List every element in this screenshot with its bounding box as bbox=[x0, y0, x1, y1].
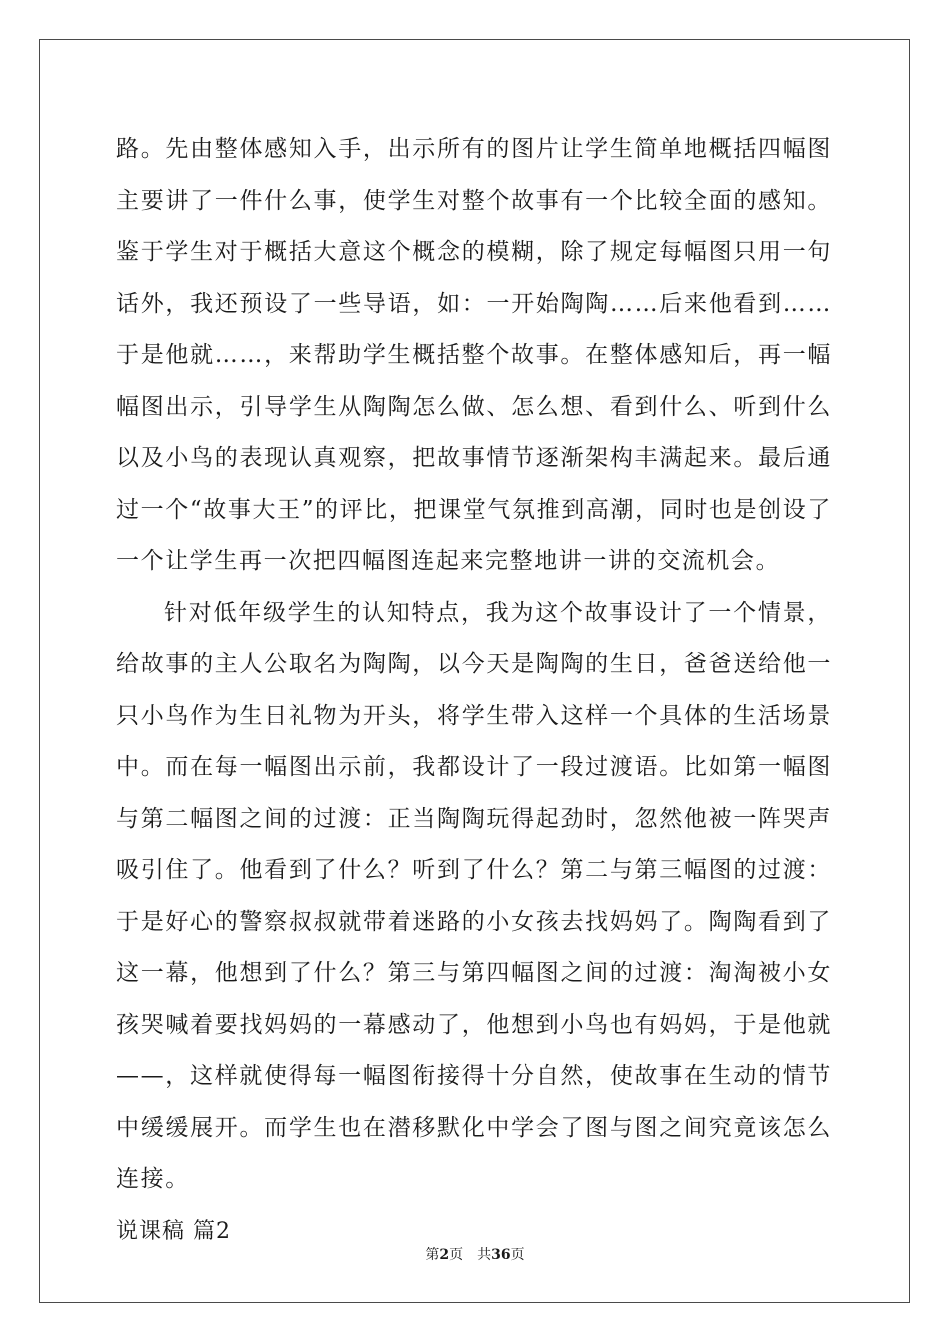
paragraph-1: 路。先由整体感知入手，出示所有的图片让学生简单地概括四幅图主要讲了一件什么事，使学生对整个故事有一个比较全面的感知。鉴于学生对于概括大意这个概念的模糊，除了规定每幅图只用一句话外，我还预设了一些导语，如：一开始陶陶……后来他看到……于是他就……，来帮助学生概括整个故事。在整体感知后，再一幅幅图出示，引导学生从陶陶怎么做、怎么想、看到什么、听到什么以及小鸟的表现认真观察，把故事情节逐渐架构丰满起来。最后通过一个“故事大王”的评比，把课堂气氛推到高潮，同时也是创设了一个让学生再一次把四幅图连起来完整地讲一讲的交流机会。 bbox=[116, 136, 832, 574]
paragraph-2: 针对低年级学生的认知特点，我为这个故事设计了一个情景，给故事的主人公取名为陶陶，以今天是陶陶的生日，爸爸送给他一只小鸟作为生日礼物为开头，将学生带入这样一个具体的生活场景中。而在每一幅图出示前，我都设计了一段过渡语。比如第一幅图与第二幅图之间的过渡：正当陶陶玩得起劲时，忽然他被一阵哭声吸引住了。他看到了什么？听到了什么？第二与第三幅图的过渡：于是好心的警察叔叔就带着迷路的小女孩去找妈妈了。陶陶看到了这一幕，他想到了什么？第三与第四幅图之间的过渡：淘淘被小女孩哭喊着要找妈妈的一幕感动了，他想到小鸟也有妈妈，于是他就——，这样就使得每一幅图衔接得十分自然，使故事在生动的情节中缓缓展开。而学生也在潜移默化中学会了图与图之间究竟该怎么连接。 bbox=[116, 599, 832, 1192]
footer-page-number: 2 bbox=[439, 1247, 450, 1263]
document-body bbox=[116, 124, 832, 1257]
page-footer bbox=[0, 1244, 950, 1264]
footer-total-pages: 36 bbox=[491, 1247, 511, 1263]
footer-prefix: 第 bbox=[425, 1247, 440, 1263]
footer-suffix: 页 bbox=[510, 1247, 525, 1263]
section-heading: 说课稿 篇2 bbox=[116, 1218, 231, 1244]
footer-mid: 页 共 bbox=[449, 1247, 492, 1263]
